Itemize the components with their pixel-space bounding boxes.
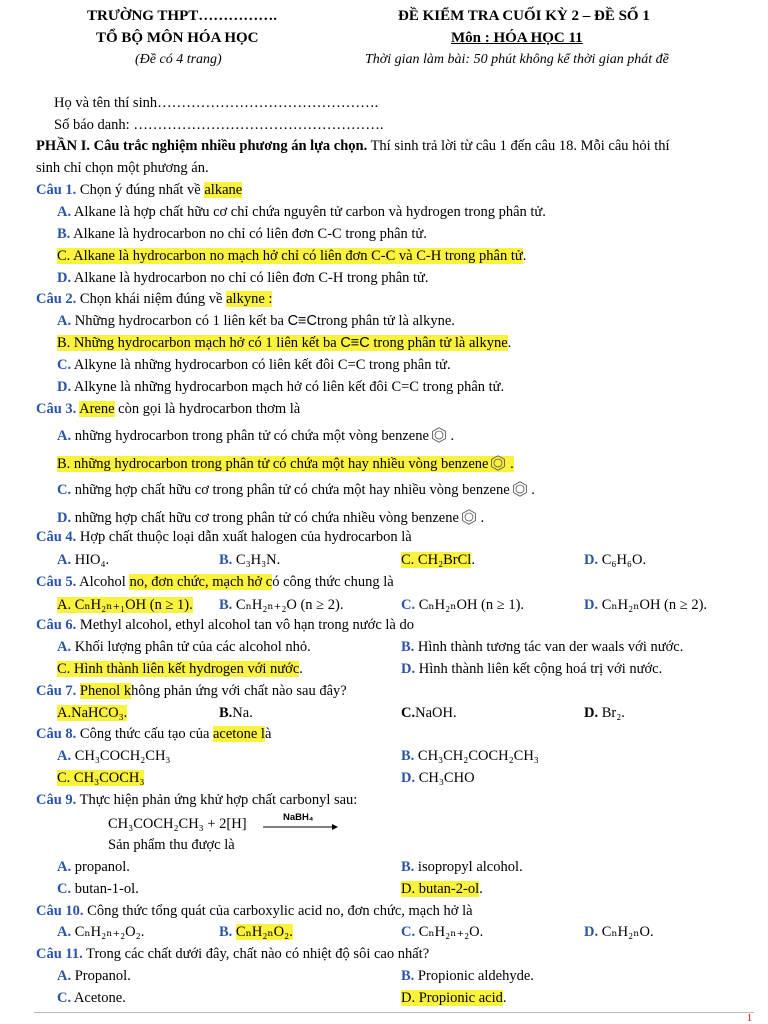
q3-option-c: C. những hợp chất hữu cơ trong phân tử có chứa một hay nhiều vòng benzene .	[57, 482, 535, 498]
question-2: Câu 2. Chọn khái niệm đúng về alkyne :	[36, 291, 273, 307]
department-name: TỔ BỘ MÔN HÓA HỌC	[96, 30, 259, 46]
student-name-line: Họ và tên thí sinh……………………………………….	[54, 95, 379, 111]
q2-option-d: D. Alkyne là những hydrocarbon mạch hở có liên kết đôi C=C trong phân tử.	[57, 379, 505, 395]
q7-option-b: B.Na.	[219, 705, 253, 721]
part1-heading	[36, 138, 670, 155]
q7-option-c: C.NaOH.	[401, 705, 457, 721]
q6-option-c: C. Hình thành liên kết hydrogen với nước.	[57, 661, 303, 677]
q9-product: Sản phẩm thu được là	[108, 837, 235, 853]
part1-instructions-cont: sinh chỉ chọn một phương án.	[36, 160, 209, 176]
q1-option-b: B. Alkane là hydrocarbon no chỉ có liên đơn C-C trong phân tử.	[57, 226, 427, 242]
q8-option-a: A. CH₃COCH₂CH₃	[57, 748, 171, 764]
reaction-arrow-icon	[262, 822, 338, 832]
benzene-ring-icon	[512, 481, 528, 497]
q8-option-b: B. CH₃CH₂COCH₂CH₃	[401, 748, 539, 764]
q3-option-b: B. những hydrocarbon trong phân tử có chứa một hay nhiều vòng benzene .	[57, 456, 514, 472]
page-number: 1	[747, 1013, 752, 1024]
q7-option-d: D. Br₂.	[584, 705, 625, 721]
q2-option-b: B. Những hydrocarbon mạch hở có 1 liên kết ba C≡C trong phân tử là alkyne.	[57, 335, 512, 351]
q3-option-a: A. những hydrocarbon trong phân tử có chứa một vòng benzene .	[57, 428, 455, 444]
question-11: Câu 11. Trong các chất dưới đây, chất nào có nhiệt độ sôi cao nhất?	[36, 946, 430, 962]
q10-option-c: C. CₙH₂ₙ₊₂O.	[401, 924, 484, 940]
q10-option-a: A. CₙH₂ₙ₊₂O₂.	[57, 924, 145, 940]
q9-option-a: A. propanol.	[57, 859, 130, 875]
benzene-ring-icon	[461, 509, 477, 525]
q6-option-d: D. Hình thành liên kết cộng hoá trị với nước.	[401, 661, 663, 677]
question-5: Câu 5. Alcohol no, đơn chức, mạch hở có công thức chung là	[36, 574, 394, 590]
q5-option-d: D. CₙH₂ₙOH (n ≥ 2).	[584, 597, 708, 613]
q9-reagent: NaBH₄	[283, 812, 314, 823]
question-4: Câu 4. Hợp chất thuộc loại dẫn xuất halogen của hydrocarbon là	[36, 529, 412, 545]
question-6: Câu 6. Methyl alcohol, ethyl alcohol tan vô hạn trong nước là do	[36, 617, 414, 633]
student-id-line: Số báo danh: …………………………………………….	[54, 117, 384, 133]
q5-option-c: C. CₙH₂ₙOH (n ≥ 1).	[401, 597, 525, 613]
q10-option-d: D. CₙH₂ₙO.	[584, 924, 654, 940]
q5-option-a: A. CₙH₂ₙ₊₁OH (n ≥ 1).	[57, 597, 193, 613]
footer-divider	[34, 1012, 754, 1013]
subject-title: Môn : HÓA HỌC 11	[451, 30, 583, 46]
q9-option-b: B. isopropyl alcohol.	[401, 859, 523, 875]
q11-option-b: B. Propionic aldehyde.	[401, 968, 534, 984]
school-name: TRƯỜNG THPT…………….	[87, 8, 278, 24]
q11-option-d: D. Propionic acid.	[401, 990, 507, 1006]
page-count-note: (Đề có 4 trang)	[135, 52, 222, 67]
q10-option-b: B. CₙH₂ₙO₂.	[219, 924, 293, 940]
time-note: Thời gian làm bài: 50 phút không kể thời gian phát đề	[365, 52, 669, 67]
q1-option-c: C. Alkane là hydrocarbon no mạch hở chỉ có liên đơn C-C và C-H trong phân tử.	[57, 248, 527, 264]
q4-option-a: A. HIO₄.	[57, 552, 110, 568]
q4-option-c: C. CH₂BrCl.	[401, 552, 475, 568]
q8-option-d: D. CH₃CHO	[401, 770, 475, 786]
question-8: Câu 8. Công thức cấu tạo của acetone là	[36, 726, 272, 742]
q6-option-a: A. Khối lượng phân tử của các alcohol nhỏ.	[57, 639, 311, 655]
benzene-ring-icon	[431, 427, 447, 443]
question-9: Câu 9. Thực hiện phản ứng khử hợp chất carbonyl sau:	[36, 792, 358, 808]
question-3: Câu 3. Arene còn gọi là hydrocarbon thơm là	[36, 401, 301, 417]
q4-option-d: D. C₆H₆O.	[584, 552, 647, 568]
q2-option-c: C. Alkyne là những hydrocarbon có liên kết đôi C=C trong phân tử.	[57, 357, 451, 373]
q1-highlight: alkane	[204, 182, 243, 198]
q3-option-d: D. những hợp chất hữu cơ trong phân tử có chứa nhiều vòng benzene .	[57, 510, 485, 526]
part1-title: PHẦN I. Câu trắc nghiệm nhiều phương án lựa chọn.	[36, 138, 368, 154]
q1-text: Chọn ý đúng nhất về	[76, 182, 205, 198]
q6-option-b: B. Hình thành tương tác van der waals với nước.	[401, 639, 684, 655]
question-1	[36, 182, 242, 199]
q1-option-a: A. Alkane là hợp chất hữu cơ chỉ chứa nguyên tử carbon và hydrogen trong phân tử.	[57, 204, 546, 220]
q1-option-d: D. Alkane là hydrocarbon no chỉ có liên đơn C-H trong phân tử.	[57, 270, 429, 286]
question-7: Câu 7. Phenol không phản ứng với chất nào sau đây?	[36, 683, 347, 699]
q11-option-a: A. Propanol.	[57, 968, 131, 984]
q5-option-b: B. CₙH₂ₙ₊₂O (n ≥ 2).	[219, 597, 344, 613]
benzene-ring-icon	[490, 455, 506, 471]
question-10: Câu 10. Công thức tổng quát của carboxylic acid no, đơn chức, mạch hở là	[36, 903, 473, 919]
q9-option-c: C. butan-1-ol.	[57, 881, 139, 897]
exam-title: ĐỀ KIỂM TRA CUỐI KỲ 2 – ĐỀ SỐ 1	[398, 8, 650, 24]
q2-option-a: A. Những hydrocarbon có 1 liên kết ba C≡Ctrong phân tử là alkyne.	[57, 313, 455, 329]
q9-option-d: D. butan-2-ol.	[401, 881, 483, 897]
q9-equation: CH₃COCH₂CH₃ + 2[H]	[108, 816, 247, 832]
q1-label: Câu 1.	[36, 182, 77, 198]
q8-option-c: C. CH₃COCH₃	[57, 770, 145, 786]
part1-instructions: Thí sinh trả lời từ câu 1 đến câu 18. Mỗi câu hỏi thí	[367, 138, 670, 154]
q7-option-a: A.NaHCO₃.	[57, 705, 128, 721]
q11-option-c: C. Acetone.	[57, 990, 126, 1006]
q4-option-b: B. C₃H₃N.	[219, 552, 281, 568]
